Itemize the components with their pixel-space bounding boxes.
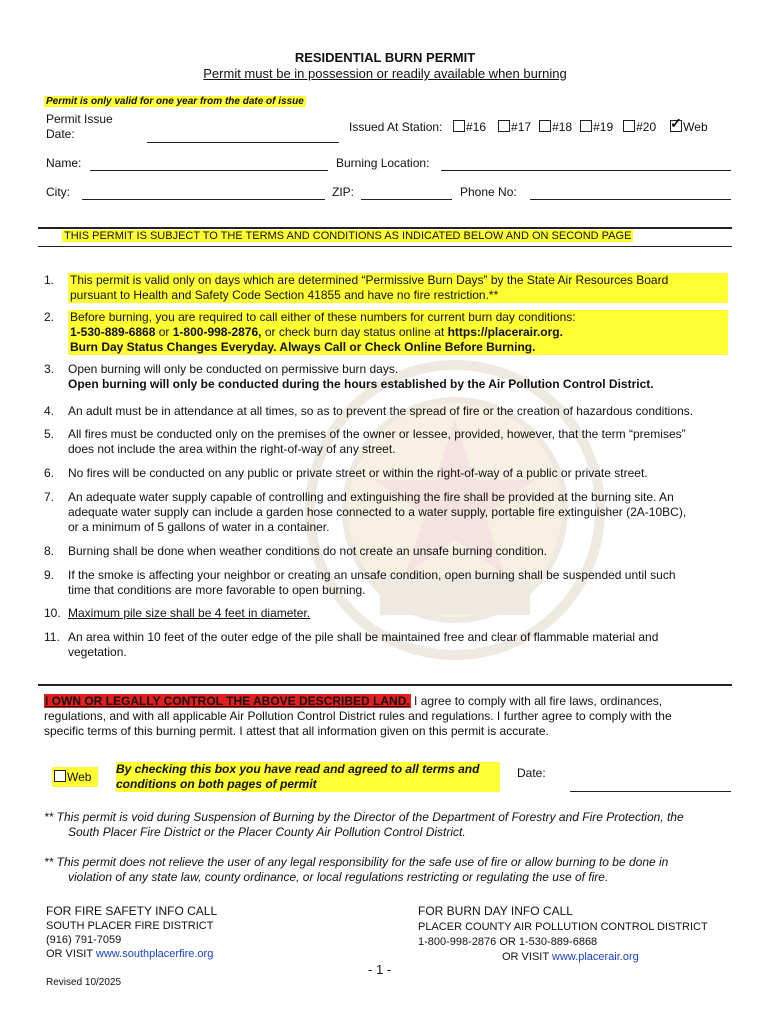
footer-left-phone: (916) 791-7059 [46,934,122,946]
agreement-web-option[interactable]: Web [52,767,98,787]
name-field[interactable] [90,170,328,171]
footer-left-heading: FOR FIRE SAFETY INFO CALL [46,904,218,918]
divider-top [38,227,732,229]
agreement-check-text: By checking this box you have read and agreed to all terms and conditions on both pages of permit [116,762,500,792]
void-note: ** This permit is void during Suspension of Burning by the Director of the Department of Forestry and Fire Protection, the South Placer Fire District or the Placer County Air Pollution Control District. [44,810,684,839]
station-20-option[interactable]: #20 [623,120,656,134]
footer-right-heading: FOR BURN DAY INFO CALL [418,904,573,918]
revised-date: Revised 10/2025 [46,977,122,988]
station-web-option[interactable]: ✓ Web [670,120,707,134]
page-subtitle: Permit must be in possession or readily available when burning [203,66,567,81]
station-20-checkbox[interactable] [623,120,635,132]
station-19-option[interactable]: #19 [580,120,613,134]
terms-banner: THIS PERMIT IS SUBJECT TO THE TERMS AND CONDITIONS AS INDICATED BELOW AND ON SECOND PAGE [64,230,632,242]
station-16-option[interactable]: #16 [453,120,486,134]
station-19-checkbox[interactable] [580,120,592,132]
footer-right-phone: 1-800-998-2876 OR 1-530-889-6868 [418,936,598,948]
page-title: RESIDENTIAL BURN PERMIT [294,50,476,65]
issued-at-station-label: Issued At Station: [349,120,443,134]
station-18-option[interactable]: #18 [539,120,572,134]
validity-note: Permit is only valid for one year from the date of issue [46,96,304,107]
divider-agreement [38,684,732,686]
permit-issue-date-field[interactable] [147,142,339,143]
station-web-checkbox[interactable] [670,120,682,132]
placerair-footer-link[interactable]: www.placerair.org [551,951,639,963]
footer-right-org: PLACER COUNTY AIR POLLUTION CONTROL DISTRICT [418,921,708,933]
agreement-date-field[interactable] [570,791,731,792]
station-17-checkbox[interactable] [498,120,510,132]
liability-note: ** This permit does not relieve the user of any legal responsibility for the safe use of fire or allow burning to be done in violation of any state law, county ordinance, or local regulations restricting or regulating the use of fire. [44,855,669,884]
list-item-2: 2. Before burning, you are required to call either of these numbers for current burn day conditions: 1-530-889-6868 or 1-800-998-2876, or check burn day status online at https://placerair.org. Burn Day Status Changes Everyday. Always Call or Check Online Before Burning. [44,310,734,356]
station-16-checkbox[interactable] [453,120,465,132]
zip-field[interactable] [361,199,452,200]
zip-label: ZIP: [332,185,355,199]
divider-banner [38,246,732,247]
southplacerfire-link[interactable]: www.southplacerfire.org [95,948,214,960]
footer-left-org: SOUTH PLACER FIRE DISTRICT [46,920,214,932]
city-label: City: [46,185,70,199]
permit-issue-date-label: Date: [46,127,75,141]
phone-field[interactable] [530,199,731,200]
city-field[interactable] [82,199,325,200]
ownership-statement: I OWN OR LEGALLY CONTROL THE ABOVE DESCRIBED LAND. [45,694,410,708]
agreement-checkbox[interactable] [54,770,66,782]
burning-location-label: Burning Location: [336,156,430,170]
footer-left-visit: OR VISIT www.southplacerfire.org [46,948,214,960]
phone-label: Phone No: [460,185,517,199]
name-label: Name: [46,156,82,170]
agreement-text: I OWN OR LEGALLY CONTROL THE ABOVE DESCRIBED LAND. I agree to comply with all fire laws, ordinances, regulations, and with all applicable Air Pollution Control District rules and regulations. I further agree to comply with the specific terms of this burning permit. I attest that all information given on this permit is accurate. [44,694,672,738]
placerair-link[interactable]: https://placerair.org. [447,325,563,339]
agreement-date-label: Date: [517,766,546,780]
page-number: - 1 - [368,962,392,977]
permit-issue-label: Permit Issue [46,112,113,126]
list-item-1: 1. This permit is valid only on days which are determined “Permissive Burn Days” by the State Air Resources Board pursuant to Health and Safety Code Section 41855 and have no fire restriction.** [44,273,734,305]
station-18-checkbox[interactable] [539,120,551,132]
station-checkboxes [453,120,708,134]
station-17-option[interactable]: #17 [498,120,531,134]
footer-right-visit: OR VISIT www.placerair.org [502,951,639,963]
burning-location-field[interactable] [441,170,731,171]
